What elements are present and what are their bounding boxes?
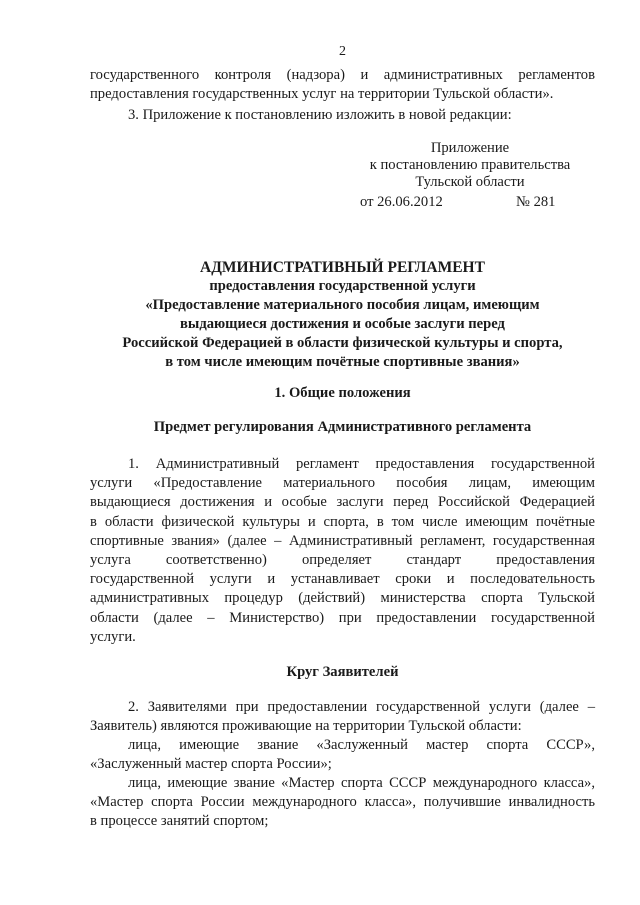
- paragraph-1-line-10: услуги.: [90, 628, 136, 645]
- paragraph-1-line-1: 1. Административный регламент предоставления государственной: [128, 456, 595, 472]
- intro-line-2: предоставления государственных услуг на территории Тульской области».: [90, 86, 554, 103]
- paragraph-3-line-1: лица, имеющие звание «Заслуженный мастер спорта СССР»,: [128, 737, 595, 753]
- applicants-heading: Круг Заявителей: [286, 664, 399, 680]
- appendix-reference: [360, 140, 580, 191]
- paragraph-1-line-7: государственной услуги и устанавливает сроки и последовательность: [90, 571, 595, 588]
- paragraph-1-line-2: услуги «Предоставление материального пособия лицам, имеющим: [90, 475, 595, 492]
- intro-paragraph: [90, 66, 595, 104]
- paragraph-1-line-8: административных процедур (действий) министерства спорта Тульской: [90, 590, 595, 607]
- document-subtitle: [90, 277, 595, 372]
- paragraph-1: [90, 455, 595, 647]
- paragraph-3: [90, 736, 595, 774]
- appendix-line-1: Приложение: [430, 140, 510, 156]
- appendix-line-2: к постановлению правительства: [369, 157, 571, 173]
- page-number: 2: [339, 44, 346, 59]
- subtitle-line-3: выдающиеся достижения и особые заслуги перед: [180, 316, 505, 332]
- section-1-heading: 1. Общие положения: [274, 385, 411, 401]
- paragraph-1-line-4: в области физической культуры и спорта, в том числе имеющим почётные: [90, 513, 595, 530]
- paragraph-1-line-9: области (далее – Министерство) при предоставлении государственной: [90, 609, 595, 626]
- paragraph-4-line-2: «Мастер спорта России международного класса», получившие инвалидность: [90, 794, 595, 811]
- item-3-text: 3. Приложение к постановлению изложить в новой редакции:: [128, 107, 512, 123]
- document-title: АДМИНИСТРАТИВНЫЙ РЕГЛАМЕНТ: [200, 259, 485, 276]
- paragraph-1-line-3: выдающиеся достижения и особые заслуги перед Российской Федерацией: [90, 494, 595, 511]
- appendix-line-3: Тульской области: [415, 174, 525, 190]
- subtitle-line-2: «Предоставление материального пособия лицам, имеющим: [145, 297, 540, 313]
- paragraph-4: [90, 774, 595, 832]
- subtitle-line-1: предоставления государственной услуги: [209, 278, 476, 294]
- section-1-subheading: Предмет регулирования Административного регламента: [153, 419, 532, 435]
- paragraph-1-line-5: спортивные звания» (далее – Административный регламент, государственная: [90, 532, 595, 549]
- paragraph-2-line-1: 2. Заявителями при предоставлении государственной услуги (далее –: [128, 699, 595, 715]
- paragraph-4-line-3: в процессе занятий спортом;: [90, 813, 269, 830]
- paragraph-2-line-2: Заявитель) являются проживающие на территории Тульской области:: [90, 718, 522, 735]
- subtitle-line-4: Российской Федерацией в области физической культуры и спорта,: [122, 335, 563, 351]
- appendix-number: № 281: [516, 194, 556, 210]
- appendix-date: от 26.06.2012: [360, 194, 443, 210]
- subtitle-line-5: в том числе имеющим почётные спортивные звания»: [165, 354, 520, 370]
- intro-line-1: государственного контроля (надзора) и административных регламентов: [90, 67, 595, 83]
- paragraph-2: [90, 698, 595, 736]
- paragraph-4-line-1: лица, имеющие звание «Мастер спорта СССР международного класса»,: [128, 775, 595, 791]
- paragraph-3-line-2: «Заслуженный мастер спорта России»;: [90, 756, 332, 773]
- paragraph-1-line-6: услуга соответственно) определяет стандарт предоставления: [90, 552, 595, 569]
- item-3-paragraph: [90, 106, 595, 125]
